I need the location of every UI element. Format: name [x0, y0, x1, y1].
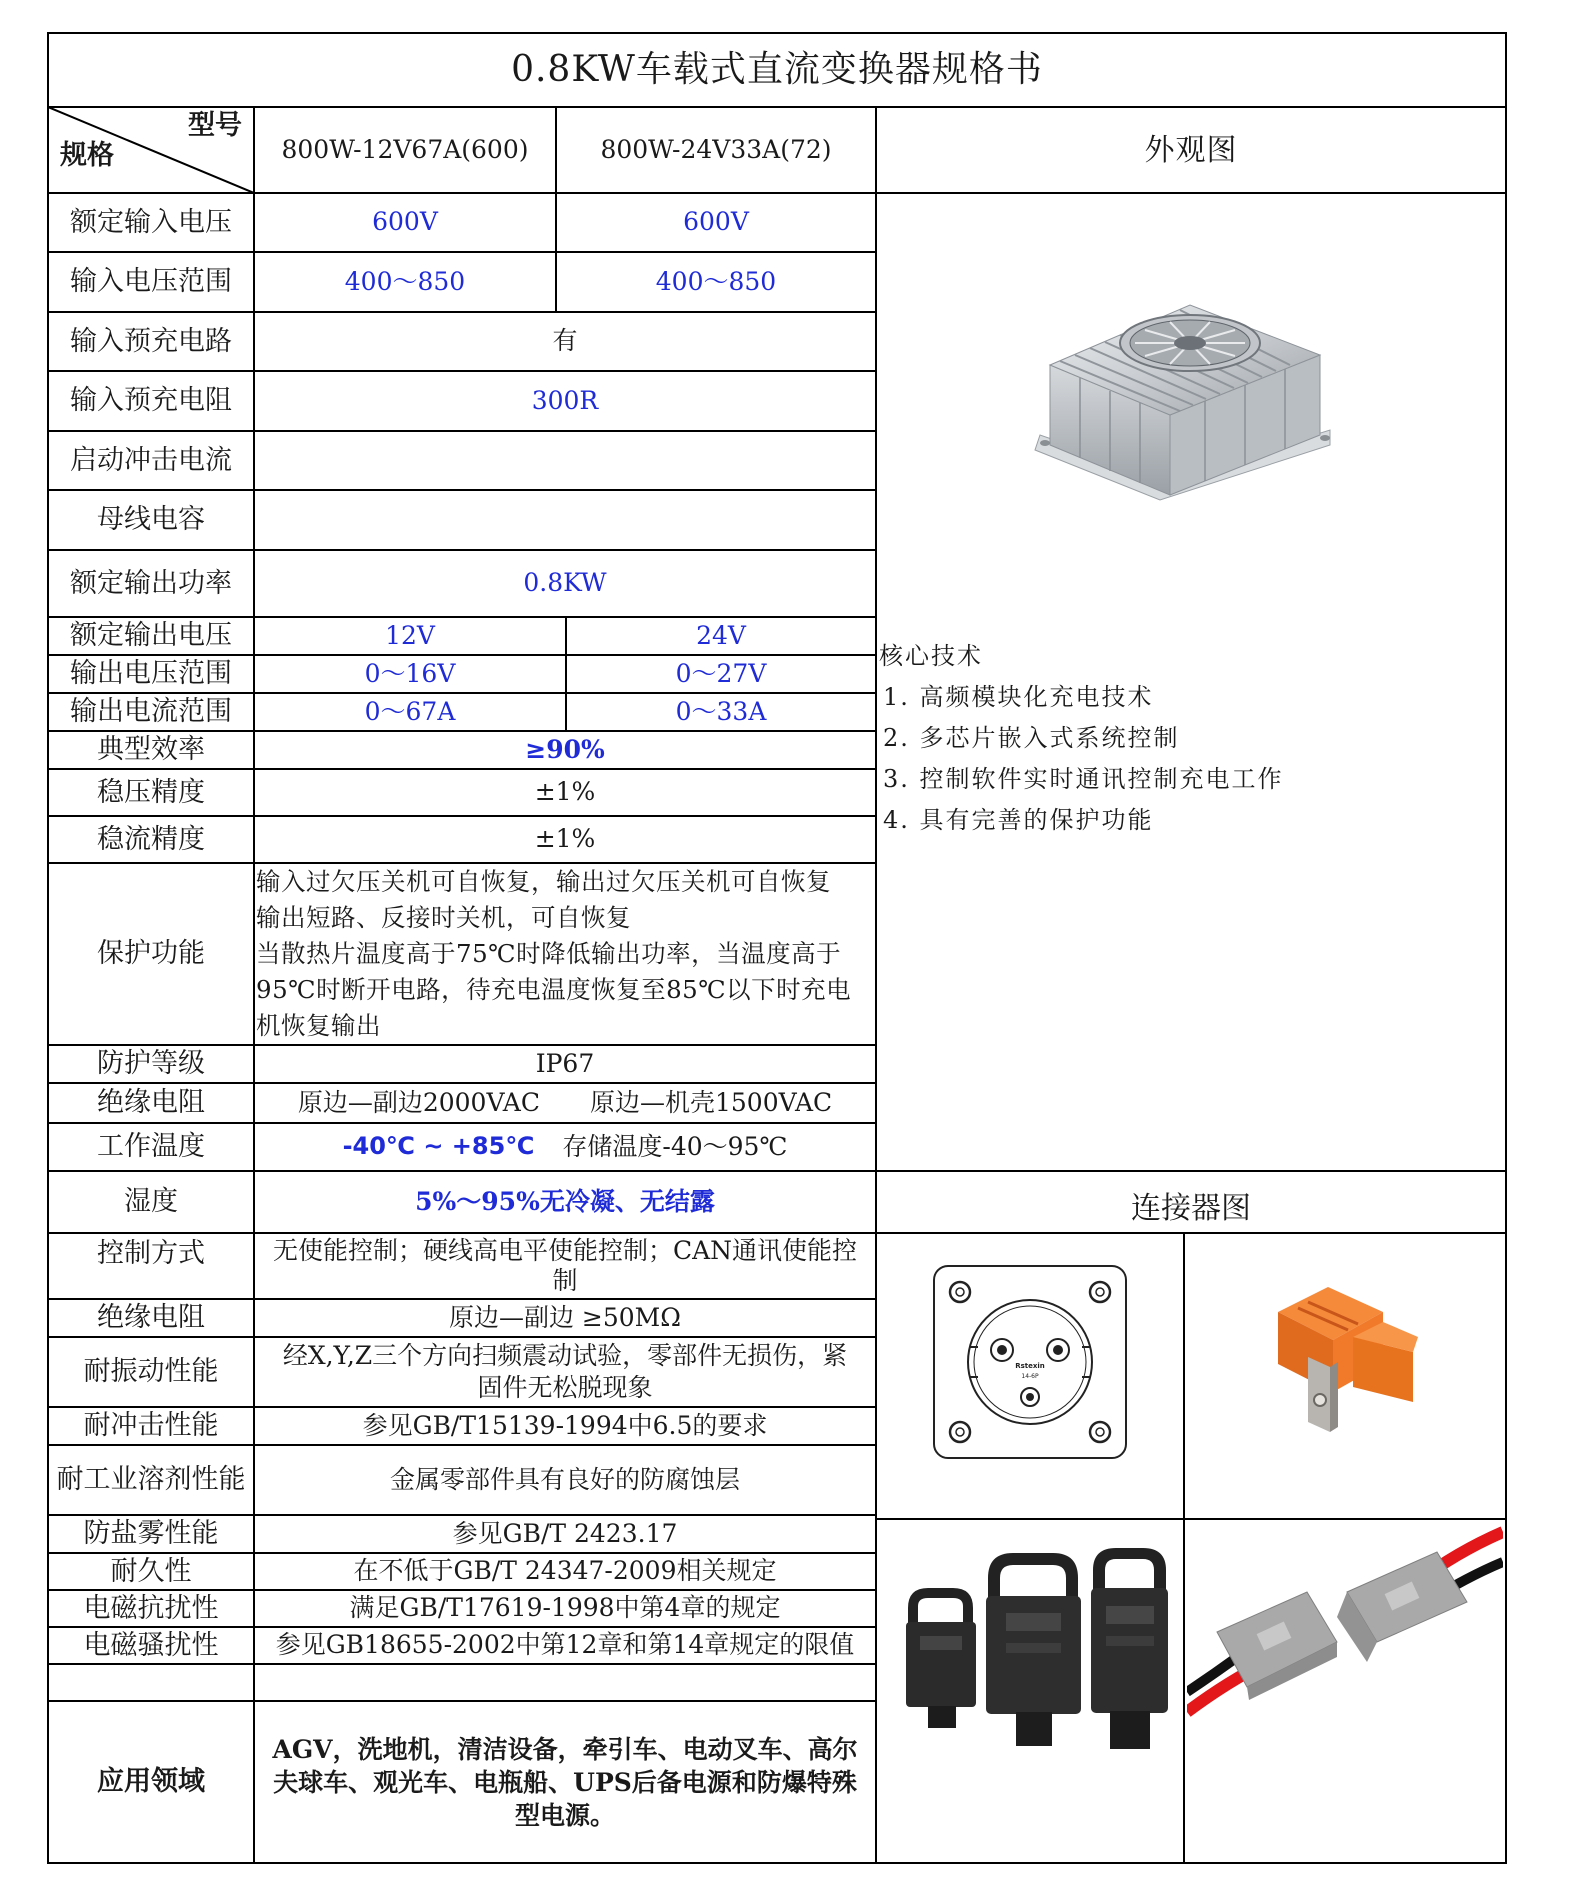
- work-temp-value: [255, 1124, 875, 1170]
- connector-brand: Rstexin: [1015, 1362, 1045, 1370]
- humidity-value: 5%～95%无冷凝、无结露: [415, 1186, 715, 1216]
- insulation-2-label: 绝缘电阻: [97, 1302, 205, 1334]
- storage-temp-range: 存储温度-40～95℃: [562, 1131, 788, 1161]
- protection-line: 机恢复输出: [256, 1011, 381, 1040]
- model-label: 型号: [188, 110, 242, 142]
- solvent-value: 金属零部件具有良好的防腐蚀层: [389, 1464, 740, 1494]
- application-label: 应用领域: [97, 1766, 205, 1798]
- emi-value: 参见GB18655-2002中第12章和第14章规定的限值: [275, 1630, 855, 1660]
- vibration-label: 耐振动性能: [83, 1356, 219, 1388]
- rated-output-power-label: 额定输出功率: [70, 567, 232, 599]
- voltage-accuracy-label: 稳压精度: [97, 776, 205, 808]
- current-accuracy-label: 稳流精度: [97, 823, 205, 855]
- control-line: 无使能控制；硬线高电平使能控制；CAN通讯使能控: [272, 1236, 858, 1265]
- rated-output-power-value: 0.8KW: [523, 568, 607, 598]
- insulation-value: 原边—副边2000VAC 原边—机壳1500VAC: [297, 1087, 833, 1117]
- durability-value: 在不低于GB/T 24347-2009相关规定: [353, 1556, 777, 1586]
- core-tech-item: 4. 具有完善的保护功能: [883, 806, 1154, 834]
- border-bottom: [47, 1862, 1507, 1864]
- rated-output-voltage-label: 额定输出电压: [70, 620, 232, 652]
- salt-fog-label: 防盐雾性能: [83, 1518, 219, 1550]
- input-voltage-range-label: 输入电压范围: [70, 266, 232, 298]
- ip-rating-value: IP67: [535, 1048, 595, 1078]
- output-voltage-range-a: 0～16V: [364, 658, 456, 688]
- output-current-range-label: 输出电流范围: [70, 696, 232, 728]
- output-current-range-b: 0～33A: [675, 696, 767, 726]
- current-accuracy-value: ±1%: [534, 824, 596, 854]
- inrush-current-label: 启动冲击电流: [70, 444, 232, 476]
- input-voltage-range-b: 400～850: [655, 266, 777, 296]
- work-temp-range: -40℃ ~ +85℃: [342, 1132, 535, 1161]
- core-tech-title: 核心技术: [879, 642, 983, 670]
- panel-socket-drawing: [930, 1262, 1130, 1462]
- gray-connectors-photo: [1187, 1522, 1503, 1744]
- core-tech-item: 1. 高频模块化充电技术: [883, 683, 1154, 711]
- shock-value: 参见GB/T15139-1994中6.5的要求: [362, 1410, 768, 1440]
- precharge-resistor-value: 300R: [531, 385, 599, 415]
- salt-fog-value: 参见GB/T 2423.17: [452, 1518, 678, 1548]
- model-b-header: 800W-24V33A(72): [600, 134, 832, 164]
- control-value: [255, 1234, 875, 1298]
- connector-split-line: [1183, 1232, 1185, 1864]
- connector-model: 14-6P: [1021, 1373, 1039, 1380]
- inrush-current-value: [255, 432, 875, 489]
- humidity-label: 湿度: [124, 1186, 178, 1218]
- precharge-resistor-label: 输入预充电阻: [70, 385, 232, 417]
- rated-input-voltage-label: 额定输入电压: [70, 206, 232, 238]
- connector-label: 连接器图: [1131, 1190, 1251, 1226]
- output-voltage-range-b: 0～27V: [675, 658, 767, 688]
- appearance-label: 外观图: [1144, 132, 1238, 168]
- bus-capacitor-label: 母线电容: [97, 504, 205, 536]
- connector-mid-divider: [876, 1518, 1507, 1520]
- row-line: [47, 1663, 877, 1665]
- input-voltage-range-a: 400～850: [344, 266, 466, 296]
- precharge-circuit-value: 有: [552, 326, 578, 356]
- control-label: 控制方式: [97, 1238, 205, 1270]
- application-line: 夫球车、观光车、电瓶船、UPS后备电源和防爆特殊: [273, 1767, 857, 1797]
- page-title: 0.8KW车载式直流变换器规格书: [511, 48, 1043, 90]
- solvent-label: 耐工业溶剂性能: [56, 1464, 246, 1496]
- work-temp-label: 工作温度: [97, 1131, 205, 1163]
- spec-label: 规格: [60, 140, 114, 172]
- efficiency-label: 典型效率: [97, 734, 205, 766]
- vibration-line: 固件无松脱现象: [477, 1373, 653, 1402]
- protection-line: 当散热片温度高于75℃时降低输出功率，当温度高于: [256, 939, 842, 968]
- insulation-2-value: 原边—副边 ≥50MΩ: [448, 1302, 682, 1332]
- vibration-line: 经X,Y,Z三个方向扫频震动试验，零部件无损伤，紧: [282, 1341, 848, 1370]
- application-line: 型电源。: [514, 1800, 615, 1830]
- protection-value: [256, 864, 876, 1044]
- ems-value: 满足GB/T17619-1998中第4章的规定: [349, 1593, 781, 1623]
- precharge-circuit-label: 输入预充电路: [70, 325, 232, 357]
- protection-line: 输出短路、反接时关机，可自恢复: [256, 903, 631, 932]
- vibration-value: [255, 1338, 875, 1406]
- insulation-label: 绝缘电阻: [97, 1087, 205, 1119]
- ip-rating-label: 防护等级: [97, 1048, 205, 1080]
- application-line: AGV，洗地机，清洁设备，牵引车、电动叉车、高尔: [272, 1734, 858, 1764]
- durability-label: 耐久性: [110, 1555, 192, 1587]
- rated-output-voltage-b: 24V: [696, 620, 746, 650]
- ems-label: 电磁抗扰性: [83, 1592, 219, 1624]
- core-tech-item: 2. 多芯片嵌入式系统控制: [883, 724, 1180, 752]
- shock-label: 耐冲击性能: [83, 1410, 219, 1442]
- rated-input-voltage-b: 600V: [683, 207, 749, 237]
- rated-input-voltage-a: 600V: [372, 207, 438, 237]
- core-tech-item: 3. 控制软件实时通讯控制充电工作: [883, 765, 1284, 793]
- emi-label: 电磁骚扰性: [83, 1629, 219, 1661]
- border-right: [1505, 32, 1507, 1864]
- black-connectors-photo: [898, 1548, 1168, 1758]
- efficiency-value: ≥90%: [525, 734, 605, 764]
- protection-line: 输入过欠压关机可自恢复，输出过欠压关机可自恢复: [256, 867, 831, 896]
- voltage-accuracy-value: ±1%: [534, 777, 596, 807]
- application-value: [255, 1702, 875, 1862]
- model-a-header: 800W-12V67A(600): [281, 134, 529, 164]
- rated-output-voltage-a: 12V: [385, 620, 435, 650]
- protection-label: 保护功能: [97, 938, 205, 970]
- converter-photo: [1030, 295, 1350, 515]
- control-line: 制: [552, 1266, 578, 1295]
- output-voltage-range-label: 输出电压范围: [70, 658, 232, 690]
- bus-capacitor-value: [255, 491, 875, 549]
- orange-connector-photo: [1268, 1282, 1428, 1452]
- output-current-range-a: 0～67A: [364, 696, 456, 726]
- protection-line: 95℃时断开电路，待充电温度恢复至85℃以下时充电: [256, 975, 852, 1004]
